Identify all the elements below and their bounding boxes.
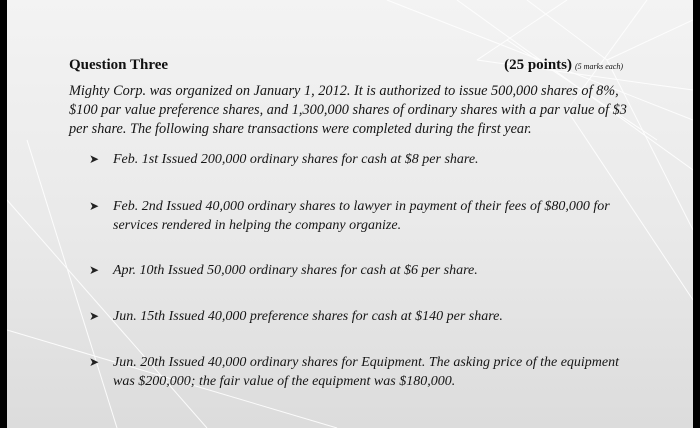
points-label: (25 points) — [504, 57, 573, 73]
transaction-item — [89, 353, 629, 391]
arrowhead-bullet-icon: ➤ — [89, 355, 100, 369]
marks-note: (5 marks each) — [575, 62, 623, 71]
arrowhead-bullet-icon: ➤ — [89, 199, 100, 213]
arrowhead-bullet-icon: ➤ — [89, 263, 100, 277]
transaction-item — [89, 197, 629, 235]
transaction-text: Feb. 2nd Issued 40,000 ordinary shares to lawyer in payment of their fees of $80,000 for services rendered in helping the company organize. — [113, 199, 610, 233]
arrowhead-bullet-icon: ➤ — [89, 152, 100, 166]
transaction-text: Jun. 15th Issued 40,000 preference shares for cash at $140 per share. — [113, 309, 503, 324]
document-page — [7, 0, 693, 428]
transaction-text: Apr. 10th Issued 50,000 ordinary shares for cash at $6 per share. — [113, 263, 478, 278]
transaction-item — [89, 261, 629, 280]
transaction-item — [89, 150, 629, 169]
question-header — [69, 56, 623, 74]
points-group — [504, 56, 623, 74]
transaction-text: Feb. 1st Issued 200,000 ordinary shares for cash at $8 per share. — [113, 152, 479, 167]
question-intro: Mighty Corp. was organized on January 1, 2012. It is authorized to issue 500,000 shares of 8%, $100 par value preference shares, and 1,300,000 shares of ordinary shares with a par value of $3 per share. The following share transactions were completed during the first year. — [69, 83, 627, 137]
transaction-item — [89, 307, 629, 326]
arrowhead-bullet-icon: ➤ — [89, 309, 100, 323]
transaction-text: Jun. 20th Issued 40,000 ordinary shares for Equipment. The asking price of the equipment was $200,000; the fair value of the equipment was $180,000. — [113, 355, 620, 389]
question-title: Question Three — [69, 57, 169, 73]
